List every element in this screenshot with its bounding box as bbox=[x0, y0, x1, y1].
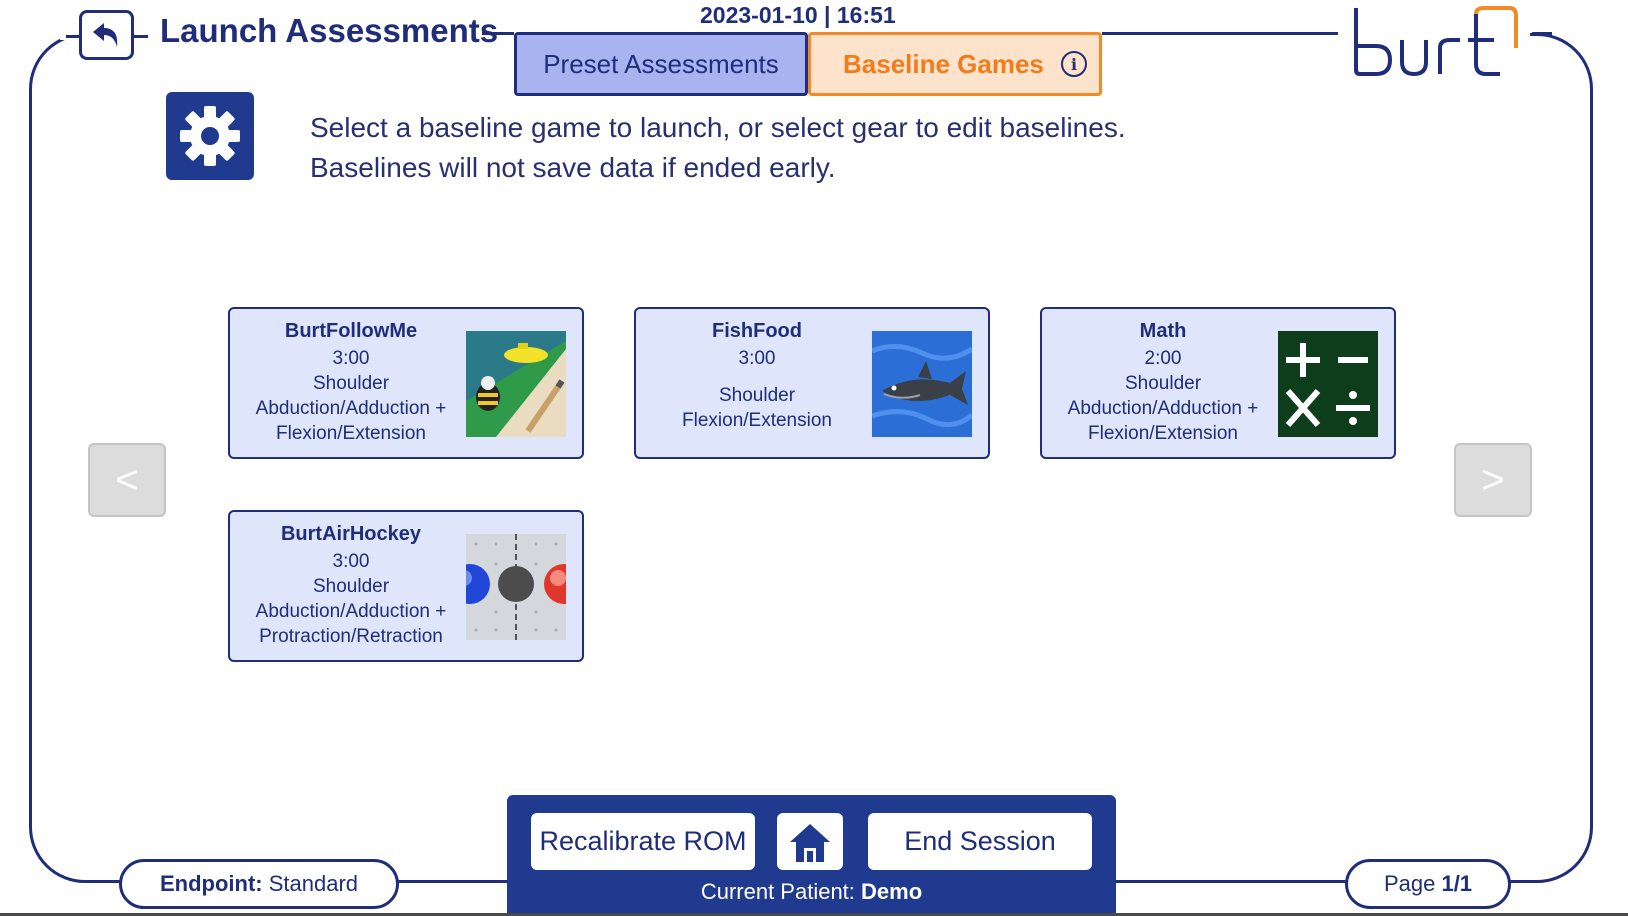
game-name: FishFood bbox=[712, 320, 802, 342]
tab-label: Preset Assessments bbox=[543, 48, 779, 79]
spacer bbox=[650, 371, 864, 383]
endpoint-label: Endpoint: bbox=[159, 871, 263, 896]
game-motion: Flexion/Extension bbox=[1088, 423, 1238, 444]
endpoint-value: Standard bbox=[268, 871, 359, 896]
game-duration: 3:00 bbox=[332, 348, 370, 369]
game-motion: Shoulder bbox=[718, 385, 796, 406]
back-button[interactable] bbox=[79, 10, 134, 60]
back-arrow-icon bbox=[90, 20, 124, 50]
card-text bbox=[244, 319, 458, 446]
tab-baseline-games[interactable] bbox=[808, 32, 1102, 96]
game-card-math[interactable] bbox=[1040, 307, 1396, 459]
game-motion: Flexion/Extension bbox=[682, 410, 832, 431]
session-bar bbox=[507, 795, 1116, 916]
bee-brush-icon bbox=[466, 331, 566, 437]
game-motion: Shoulder bbox=[312, 373, 390, 394]
game-card-fishfood[interactable] bbox=[634, 307, 990, 459]
game-motion: Abduction/Adduction + bbox=[255, 601, 447, 622]
air-hockey-icon bbox=[466, 534, 566, 640]
header-divider bbox=[1532, 32, 1552, 35]
instructions-line: Baselines will not save data if ended early. bbox=[310, 152, 836, 183]
game-card-burtairhockey[interactable] bbox=[228, 510, 584, 662]
instructions bbox=[310, 108, 1126, 188]
header-divider bbox=[1102, 32, 1338, 35]
card-text bbox=[1056, 319, 1270, 446]
edit-baselines-gear-button[interactable] bbox=[166, 92, 254, 180]
home-button[interactable] bbox=[777, 813, 843, 870]
page-label: Page bbox=[1383, 871, 1436, 896]
game-name: BurtAirHockey bbox=[280, 523, 422, 545]
game-motion: Protraction/Retraction bbox=[259, 626, 443, 647]
game-motion: Abduction/Adduction + bbox=[255, 398, 447, 419]
instructions-line: Select a baseline game to launch, or select gear to edit baselines. bbox=[310, 112, 1126, 143]
game-motion: Flexion/Extension bbox=[276, 423, 426, 444]
game-duration: 3:00 bbox=[332, 551, 370, 572]
card-text bbox=[650, 319, 864, 433]
current-patient bbox=[507, 879, 1116, 905]
page-title: Launch Assessments bbox=[160, 12, 499, 49]
game-card-burtfollowme[interactable] bbox=[228, 307, 584, 459]
game-name: BurtFollowMe bbox=[284, 320, 418, 342]
recalibrate-rom-button[interactable]: Recalibrate ROM bbox=[531, 813, 755, 870]
math-operators-icon bbox=[1278, 331, 1378, 437]
tab-label: Baseline Games bbox=[843, 48, 1044, 79]
card-text bbox=[244, 522, 458, 649]
header-divider bbox=[134, 35, 148, 38]
datetime: 2023-01-10 | 16:51 bbox=[700, 2, 896, 28]
info-icon[interactable]: i bbox=[1061, 51, 1087, 77]
patient-label: Current Patient: bbox=[700, 879, 855, 904]
shark-icon bbox=[872, 331, 972, 437]
game-motion: Abduction/Adduction + bbox=[1067, 398, 1259, 419]
tab-preset-assessments[interactable] bbox=[514, 32, 808, 96]
page-indicator bbox=[1345, 859, 1511, 909]
game-duration: 3:00 bbox=[738, 348, 776, 369]
game-duration: 2:00 bbox=[1144, 348, 1182, 369]
home-icon bbox=[788, 820, 832, 864]
endpoint-badge bbox=[119, 859, 399, 909]
end-session-button[interactable]: End Session bbox=[868, 813, 1092, 870]
next-page-button[interactable]: > bbox=[1454, 443, 1532, 517]
game-motion: Shoulder bbox=[1124, 373, 1202, 394]
page-value: 1/1 bbox=[1441, 871, 1473, 896]
burt-logo bbox=[1350, 4, 1522, 78]
gear-icon bbox=[178, 104, 242, 168]
game-name: Math bbox=[1139, 320, 1187, 342]
previous-page-button[interactable]: < bbox=[88, 443, 166, 517]
header-divider bbox=[66, 35, 79, 38]
game-motion: Shoulder bbox=[312, 576, 390, 597]
patient-name: Demo bbox=[861, 879, 923, 904]
